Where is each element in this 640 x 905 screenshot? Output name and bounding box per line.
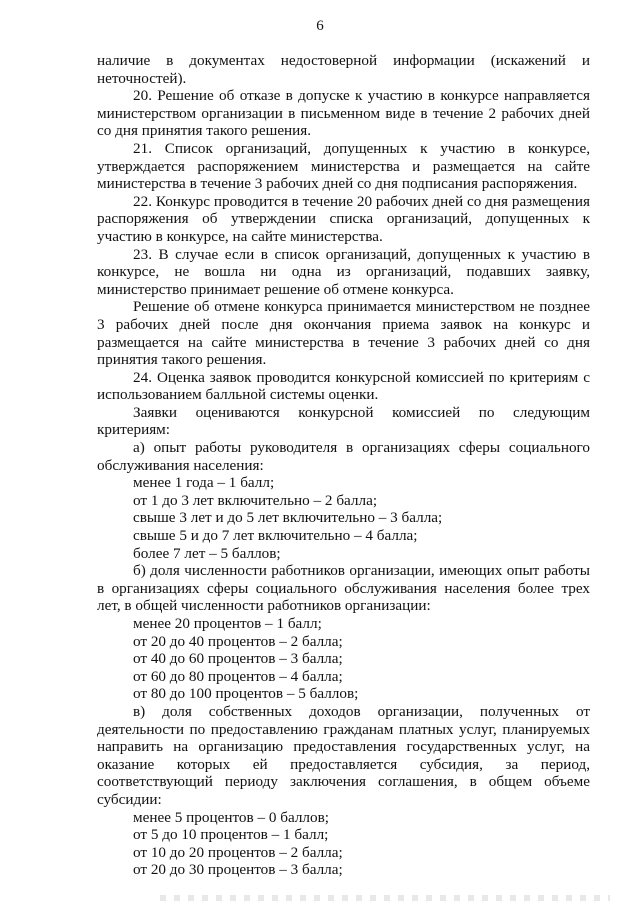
criteria-item: менее 1 года – 1 балл; <box>133 474 275 492</box>
criteria-item: от 5 до 10 процентов – 1 балл; <box>133 826 329 844</box>
paragraph: б) доля численности работников организации, имеющих опыт работы в организациях сферы социального обслуживания населения более трех лет, в общей численности работников организации: <box>97 562 590 615</box>
paragraph: Решение об отмене конкурса принимается министерством не позднее 3 рабочих дней после дня окончания приема заявок на конкурс и размещается на сайте министерства в течение 3 рабочих дней со дня принятия такого решения. <box>97 298 590 369</box>
paragraph: 21. Список организаций, допущенных к участию в конкурсе, утверждается распоряжением министерства и размещается на сайте министерства в течение 3 рабочих дней со дня подписания распоряжения. <box>97 139 590 193</box>
paragraph: Заявки оцениваются конкурсной комиссией по следующим критериям: <box>97 403 590 439</box>
criteria-item: более 7 лет – 5 баллов; <box>133 544 281 562</box>
paragraph: а) опыт работы руководителя в организациях сферы социального обслуживания населения: <box>97 439 590 474</box>
criteria-item: от 20 до 30 процентов – 3 балла; <box>133 861 343 879</box>
criteria-item: от 10 до 20 процентов – 2 балла; <box>133 843 343 861</box>
criteria-item: свыше 5 и до 7 лет включительно – 4 балла; <box>133 527 418 545</box>
criteria-item: от 20 до 40 процентов – 2 балла; <box>133 632 343 650</box>
document-body <box>97 52 590 879</box>
criteria-item: от 80 до 100 процентов – 5 баллов; <box>133 685 359 703</box>
paragraph: 20. Решение об отказе в допуске к участию в конкурсе направляется министерством организации в письменном виде в течение 2 рабочих дней со дня принятия такого решения. <box>97 87 590 140</box>
criteria-item: менее 5 процентов – 0 баллов; <box>133 808 329 826</box>
paragraph: наличие в документах недостоверной информации (искажений и неточностей). <box>97 52 590 87</box>
criteria-item: от 40 до 60 процентов – 3 балла; <box>133 650 343 668</box>
criteria-item: свыше 3 лет и до 5 лет включительно – 3 балла; <box>133 509 443 527</box>
criteria-item: от 60 до 80 процентов – 4 балла; <box>133 667 343 685</box>
page-number: 6 <box>316 18 324 34</box>
paragraph: 23. В случае если в список организаций, допущенных к участию в конкурсе, не вошла ни одна из организаций, подавших заявку, министерство принимает решение об отмене конкурса. <box>97 245 590 298</box>
paragraph: в) доля собственных доходов организации, полученных от деятельности по предоставлению гражданам платных услуг, планируемых направить на организацию предоставления государственных услуг, на оказание которых ей предоставляется субсидия, за период, соответствующий периоду заключения соглашения, в общем объеме субсидии: <box>97 702 590 808</box>
criteria-item: менее 20 процентов – 1 балл; <box>133 615 322 632</box>
scan-artifact <box>160 895 610 901</box>
criteria-item: от 1 до 3 лет включительно – 2 балла; <box>133 491 378 509</box>
paragraph: 24. Оценка заявок проводится конкурсной комиссией по критериям с использованием балльной системы оценки. <box>97 368 590 404</box>
paragraph: 22. Конкурс проводится в течение 20 рабочих дней со дня размещения распоряжения об утверждении списка организаций, допущенных к участию в конкурсе, на сайте министерства. <box>97 192 590 245</box>
